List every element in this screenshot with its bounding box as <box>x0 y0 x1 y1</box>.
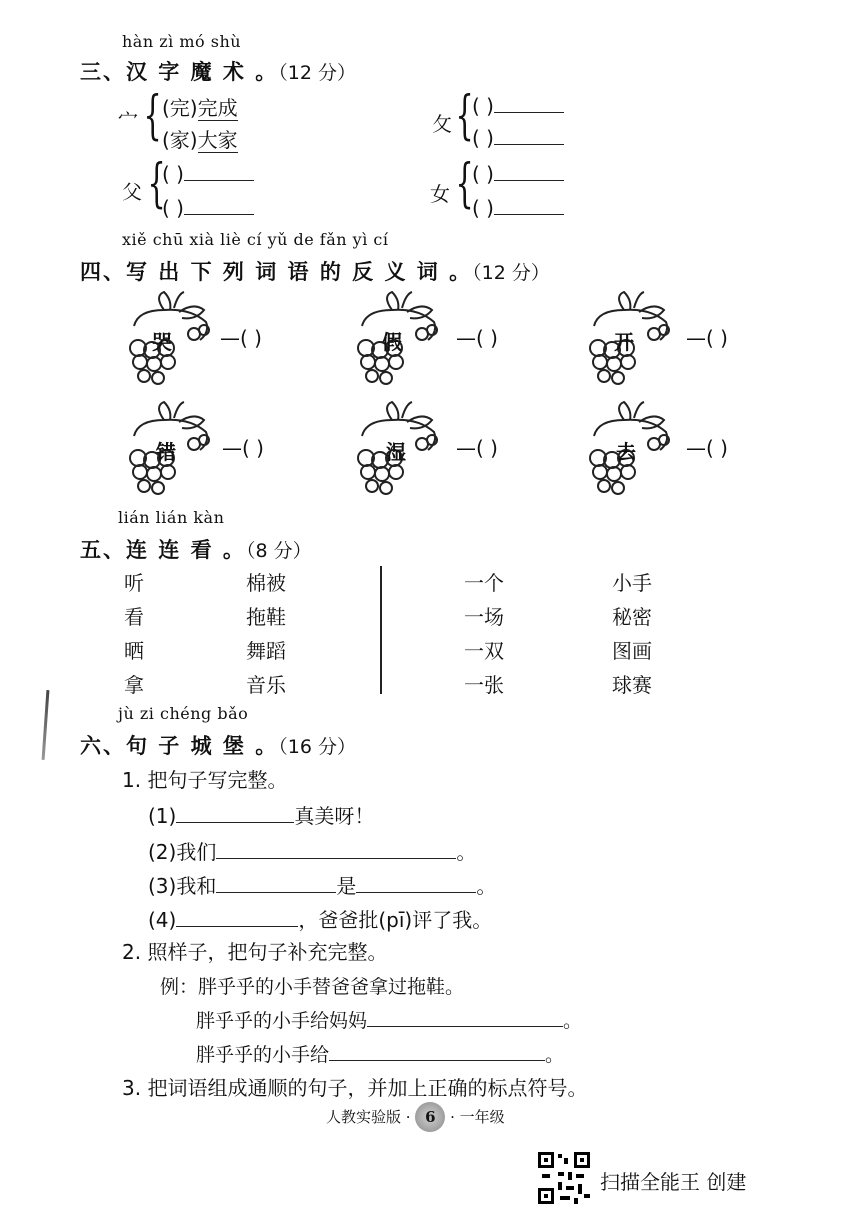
paren: (完) <box>162 96 198 120</box>
s3-heading <box>80 56 356 86</box>
column-divider <box>380 566 382 694</box>
grade-label: · 一年级 <box>450 1108 505 1126</box>
s3-pinyin: hàn zì mó shù <box>122 32 242 51</box>
match-item[interactable]: 拖鞋 <box>246 605 286 629</box>
period: 。 <box>563 1010 583 1032</box>
s6-title: 六、句 子 城 堡 。 <box>80 734 279 758</box>
s3-score: （12 分） <box>278 62 356 84</box>
edition-label: 人教实验版 · <box>326 1108 411 1126</box>
antonym-blank[interactable]: —( ) <box>456 436 498 460</box>
answer-blank[interactable] <box>356 872 476 893</box>
match-item[interactable]: 拿 <box>124 673 144 697</box>
match-item[interactable]: 音乐 <box>246 673 286 697</box>
antonym-blank[interactable]: —( ) <box>686 436 728 460</box>
antonym-blank[interactable]: —( ) <box>456 326 498 350</box>
sentence-text: 胖乎乎的小手给妈妈 <box>196 1010 368 1032</box>
s4-heading <box>80 256 550 286</box>
word-go: 去 <box>616 440 636 464</box>
answer-blank[interactable] <box>216 872 336 893</box>
match-item[interactable]: 看 <box>124 605 144 629</box>
word-open: 开 <box>614 330 634 354</box>
s3-g1-row2 <box>162 124 238 153</box>
s6-score: （16 分） <box>278 736 356 758</box>
period: 。 <box>456 840 477 864</box>
sentence-text: 真美呀！ <box>294 804 375 828</box>
radical-pu: 攵 <box>432 112 452 136</box>
qr-code-icon <box>536 1150 592 1206</box>
s3-g1-row1 <box>162 92 238 121</box>
sentence-text: ，爸爸批(pī)评了我。 <box>298 908 493 932</box>
item-number: (4) <box>148 908 177 932</box>
match-item[interactable]: 图画 <box>612 639 652 663</box>
s4-pinyin: xiě chū xià liè cí yǔ de fǎn yì cí <box>122 230 389 249</box>
s5-left-col-b <box>246 566 286 702</box>
match-item[interactable]: 舞蹈 <box>246 639 286 663</box>
match-item[interactable]: 棉被 <box>246 571 286 595</box>
s3-g4-row2 <box>472 194 564 220</box>
match-item[interactable]: 一个 <box>464 571 504 595</box>
s3-title: 三、汉 字 魔 术 。 <box>80 60 279 84</box>
radical-fu: 父 <box>122 180 142 204</box>
s5-left-col-a <box>124 566 144 702</box>
match-item[interactable]: 一双 <box>464 639 504 663</box>
s5-heading <box>80 534 312 564</box>
s6-heading <box>80 730 356 760</box>
word-wet: 湿 <box>386 440 406 464</box>
answer-blank[interactable] <box>216 838 456 859</box>
item-number: (1) <box>148 804 177 828</box>
paren: (家) <box>162 128 198 152</box>
answer-blank[interactable] <box>329 1040 545 1061</box>
s6-q2-2 <box>196 1040 564 1067</box>
watermark-text: 扫描全能王 创建 <box>600 1170 747 1194</box>
answer-blank[interactable] <box>494 194 564 215</box>
match-item[interactable]: 一场 <box>464 605 504 629</box>
antonym-blank[interactable]: —( ) <box>220 326 262 350</box>
paren: ( ) <box>472 162 494 186</box>
s3-g3-row1 <box>162 160 254 186</box>
s3-g2-row2 <box>472 124 564 150</box>
s3-g2-row1 <box>472 92 564 118</box>
s5-title: 五、连 连 看 。 <box>80 538 246 562</box>
sentence-text: (3)我和 <box>148 874 217 898</box>
s4-title: 四、写 出 下 列 词 语 的 反 义 词 。 <box>80 260 473 284</box>
match-item[interactable]: 秘密 <box>612 605 652 629</box>
brace: { <box>455 154 474 214</box>
s6-q1-3 <box>148 870 496 899</box>
s6-q3: 3. 把词语组成通顺的句子，并加上正确的标点符号。 <box>122 1076 588 1100</box>
example-word: 完成 <box>197 96 238 120</box>
match-item[interactable]: 小手 <box>612 571 652 595</box>
match-item[interactable]: 听 <box>124 571 144 595</box>
answer-blank[interactable] <box>367 1006 563 1027</box>
s4-score: （12 分） <box>472 262 550 284</box>
s6-pinyin: jù zi chéng bǎo <box>118 704 249 723</box>
sentence-text: 胖乎乎的小手给 <box>196 1044 330 1066</box>
s6-q1-2 <box>148 836 476 865</box>
radical-nv: 女 <box>430 182 450 206</box>
answer-blank[interactable] <box>494 160 564 181</box>
brace: { <box>143 86 162 146</box>
period: 。 <box>476 874 497 898</box>
s5-score: （8 分） <box>245 540 312 562</box>
answer-blank[interactable] <box>176 802 294 823</box>
s6-q2: 2. 照样子，把句子补充完整。 <box>122 940 388 964</box>
sentence-text: 是 <box>336 874 357 898</box>
paren: ( ) <box>162 196 184 220</box>
word-fake: 假 <box>382 330 402 354</box>
radical-mian: 宀 <box>118 108 138 132</box>
scan-mark <box>42 690 50 760</box>
answer-blank[interactable] <box>176 906 298 927</box>
answer-blank[interactable] <box>494 124 564 145</box>
period: 。 <box>545 1044 565 1066</box>
page-number: 6 <box>415 1102 445 1132</box>
match-item[interactable]: 球赛 <box>612 673 652 697</box>
s3-g3-row2 <box>162 194 254 220</box>
word-wrong: 错 <box>156 440 176 464</box>
example-word: 大家 <box>197 128 238 152</box>
match-item[interactable]: 晒 <box>124 639 144 663</box>
match-item[interactable]: 一张 <box>464 673 504 697</box>
brace: { <box>455 86 474 146</box>
antonym-blank[interactable]: —( ) <box>222 436 264 460</box>
answer-blank[interactable] <box>184 160 254 181</box>
brace: { <box>147 154 166 214</box>
antonym-blank[interactable]: —( ) <box>686 326 728 350</box>
answer-blank[interactable] <box>494 92 564 113</box>
s5-right-col-b <box>612 566 652 702</box>
paren: ( ) <box>472 126 494 150</box>
s6-q1-4 <box>148 904 492 933</box>
answer-blank[interactable] <box>184 194 254 215</box>
word-cry: 哭 <box>152 330 172 354</box>
s5-right-col-a <box>464 566 504 702</box>
s6-q1-1 <box>148 800 374 829</box>
sentence-text: (2)我们 <box>148 840 217 864</box>
s5-pinyin: lián lián kàn <box>118 508 225 527</box>
s6-q2-1 <box>196 1006 582 1033</box>
paren: ( ) <box>472 196 494 220</box>
paren: ( ) <box>472 94 494 118</box>
s3-g4-row1 <box>472 160 564 186</box>
page-footer <box>326 1102 505 1132</box>
paren: ( ) <box>162 162 184 186</box>
s6-q1: 1. 把句子写完整。 <box>122 768 288 792</box>
s6-example: 例：胖乎乎的小手替爸爸拿过拖鞋。 <box>160 976 465 998</box>
